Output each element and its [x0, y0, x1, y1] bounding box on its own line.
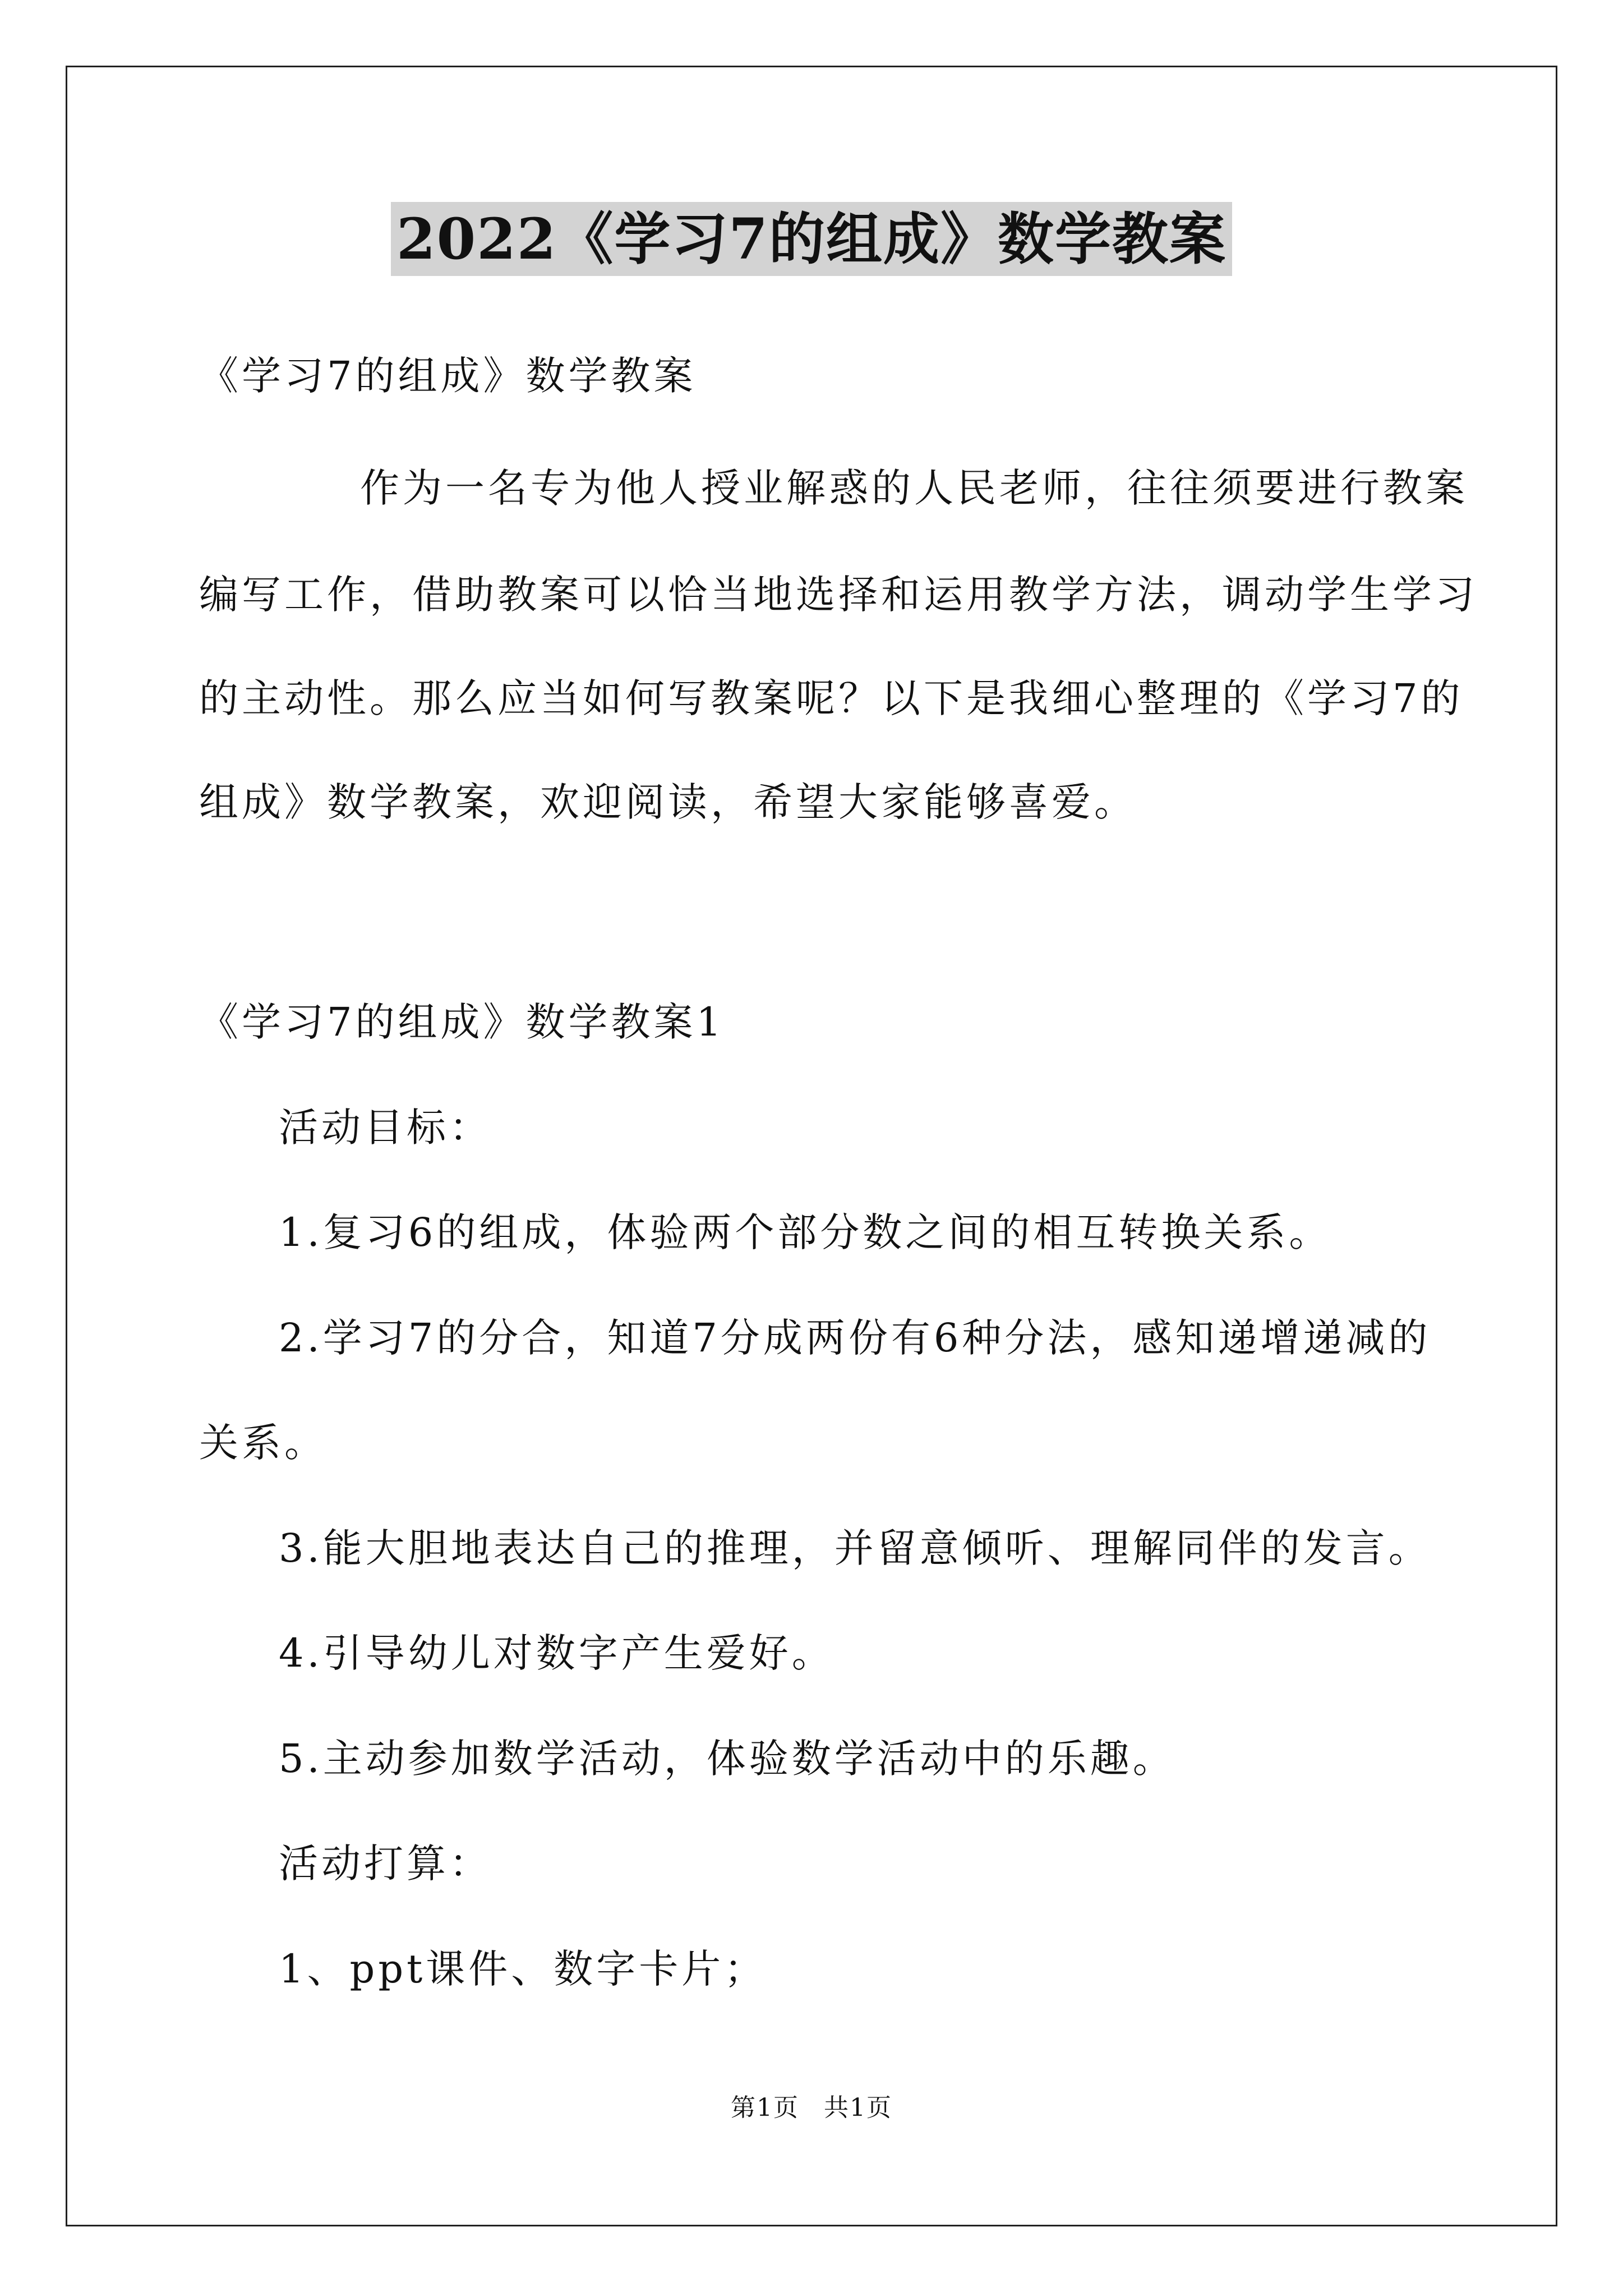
page-footer: [0, 2091, 1623, 2125]
prep-item-1: 1、ppt课件、数字卡片；: [279, 1946, 767, 1992]
title-container: [0, 202, 1623, 276]
goal-item-2-continued: 关系。: [199, 1420, 327, 1466]
prep-heading: 活动打算：: [279, 1841, 492, 1887]
intro-line-1: 作为一名专为他人授业解惑的人民老师，往往须要进行教案: [360, 465, 1468, 511]
page-total: 共1页: [824, 2093, 892, 2122]
document-title: 2022《学习7的组成》数学教案: [391, 202, 1232, 276]
goal-item-1: 1.复习6的组成，体验两个部分数之间的相互转换关系。: [279, 1209, 1332, 1255]
goal-item-4: 4.引导幼儿对数字产生爱好。: [279, 1630, 834, 1676]
intro-line-4: 组成》数学教案，欢迎阅读，希望大家能够喜爱。: [199, 779, 1137, 825]
page-number: 第1页: [731, 2093, 799, 2122]
goal-item-3: 3.能大胆地表达自己的推理，并留意倾听、理解同伴的发言。: [279, 1525, 1431, 1571]
goal-item-5: 5.主动参加数学活动，体验数学活动中的乐趣。: [279, 1736, 1175, 1782]
section-heading: 《学习7的组成》数学教案1: [199, 999, 725, 1045]
goals-heading: 活动目标：: [279, 1105, 492, 1151]
goal-item-2: 2.学习7的分合，知道7分成两份有6种分法，感知递增递减的: [279, 1315, 1431, 1361]
subtitle-line: 《学习7的组成》数学教案: [199, 353, 697, 399]
intro-line-3: 的主动性。那么应当如何写教案呢？以下是我细心整理的《学习7的: [199, 675, 1464, 721]
intro-line-2: 编写工作，借助教案可以恰当地选择和运用教学方法，调动学生学习: [199, 572, 1478, 618]
